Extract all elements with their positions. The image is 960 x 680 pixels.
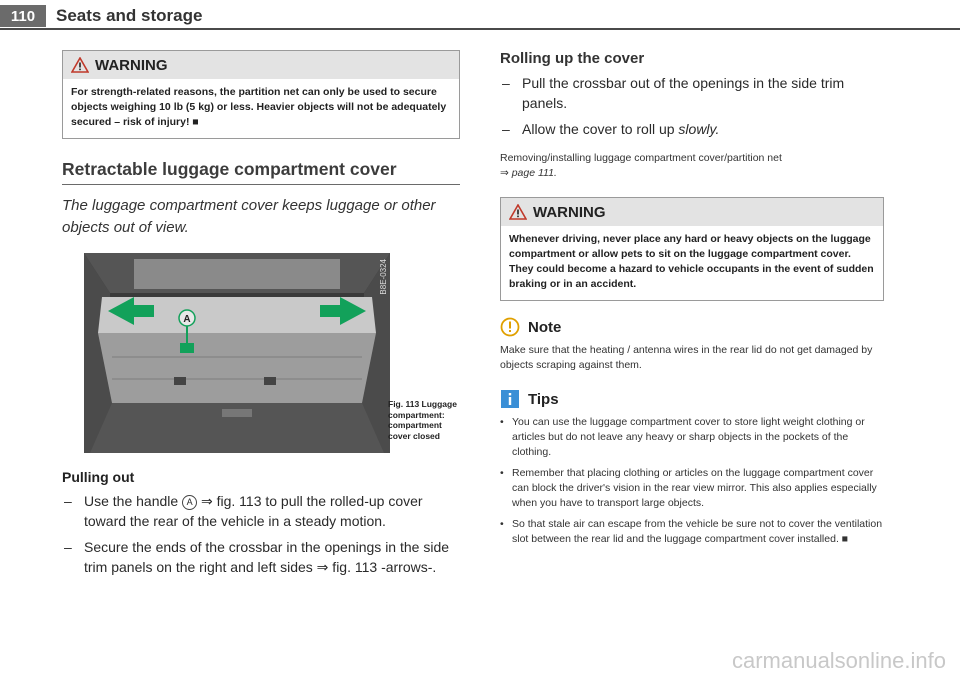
reference-text: Removing/installing luggage compartment cover/partition net	[500, 152, 782, 164]
note-header	[500, 317, 884, 337]
step-text: Allow the cover to roll up	[522, 121, 675, 137]
warning-triangle-icon	[71, 57, 89, 73]
step-text: Pull the crossbar out of the openings in the side trim panels.	[522, 75, 845, 111]
tip-text: You can use the luggage compartment cover to store light weight clothing or articles but do not leave any heavy or sharp objects in the pockets of the clothing.	[512, 416, 865, 458]
note-icon	[500, 317, 520, 337]
section-intro: The luggage compartment cover keeps luggage or other objects out of view.	[62, 197, 436, 236]
warning-header	[501, 198, 883, 226]
note-label: Note	[528, 318, 562, 336]
pulling-out-step-1	[62, 491, 460, 531]
remove-install-reference	[500, 151, 884, 181]
warning-box-partition-net	[62, 50, 460, 139]
step-text: ⇒ fig. 113 to pull the rolled-up cover toward the rear of the vehicle in a steady motion.	[84, 493, 423, 529]
bullet: •	[500, 416, 504, 428]
step-emphasis: slowly.	[678, 121, 720, 137]
warning-text: Whenever driving, never place any hard or heavy objects on the luggage compartment or allow pets to sit on the luggage compartment cover. They could become a hazard to vehicle occupants in the event of sudden braking or in an accident.	[509, 233, 874, 290]
step-dash: –	[64, 539, 72, 555]
info-icon	[500, 389, 520, 409]
warning-header	[63, 51, 459, 79]
handle-marker-icon: A	[182, 495, 197, 510]
tips-header	[500, 389, 884, 409]
rolling-up-step-1	[500, 73, 884, 113]
right-column	[500, 50, 884, 547]
rolling-up-title: Rolling up the cover	[500, 50, 645, 67]
rolling-up-step-2	[500, 119, 884, 139]
section-title: Retractable luggage compartment cover	[62, 159, 397, 179]
tip-text: Remember that placing clothing or articles on the luggage compartment cover can block the driver's vision in the rear view mirror. This also applies especially when you have to transport large objects.	[512, 467, 877, 509]
warning-label: WARNING	[533, 203, 606, 221]
section-rule	[62, 184, 460, 185]
tip-item	[500, 466, 884, 511]
figure-caption: Fig. 113 Luggage compartment: compartment cover closed	[388, 399, 457, 441]
tips-label: Tips	[528, 390, 559, 408]
step-dash: –	[502, 75, 510, 91]
warning-text: For strength-related reasons, the partition net can only be used to secure objects weighing 10 lb (5 kg) or less. Heavier objects will not be adequately secured – risk of injury! ■	[71, 86, 447, 128]
page-number: 110	[0, 5, 46, 27]
page-header	[0, 0, 960, 30]
tip-item	[500, 415, 884, 460]
page-section-title: Seats and storage	[56, 6, 203, 25]
figure-113	[62, 253, 460, 453]
bullet: •	[500, 467, 504, 479]
bullet: •	[500, 518, 504, 530]
watermark: carmanualsonline.info	[731, 648, 946, 673]
step-text: Use the handle	[84, 493, 179, 509]
header-rule	[0, 28, 960, 30]
step-dash: –	[502, 121, 510, 137]
note-text: Make sure that the heating / antenna wires in the rear lid do not get damaged by objects scraping against them.	[500, 344, 873, 371]
left-column	[62, 50, 460, 577]
page-link[interactable]: ⇒ page 111.	[500, 167, 557, 179]
pulling-out-step-2	[62, 537, 460, 577]
luggage-compartment-illustration	[84, 253, 390, 453]
tip-item	[500, 517, 884, 547]
warning-label: WARNING	[95, 56, 168, 74]
tip-text: So that stale air can escape from the vehicle be sure not to cover the ventilation slot between the rear lid and the luggage compartment cover installed. ■	[512, 518, 883, 545]
warning-triangle-icon	[509, 204, 527, 220]
step-text: Secure the ends of the crossbar in the openings in the side trim panels on the right and left sides ⇒ fig. 113 -arrows-.	[84, 539, 450, 575]
warning-box-hard-objects	[500, 197, 884, 301]
figure-code: B8E-0324	[379, 259, 388, 295]
step-dash: –	[64, 493, 72, 509]
luggage-compartment-photo	[84, 253, 390, 453]
pulling-out-title: Pulling out	[62, 469, 135, 485]
svg-text:A: A	[183, 314, 191, 325]
